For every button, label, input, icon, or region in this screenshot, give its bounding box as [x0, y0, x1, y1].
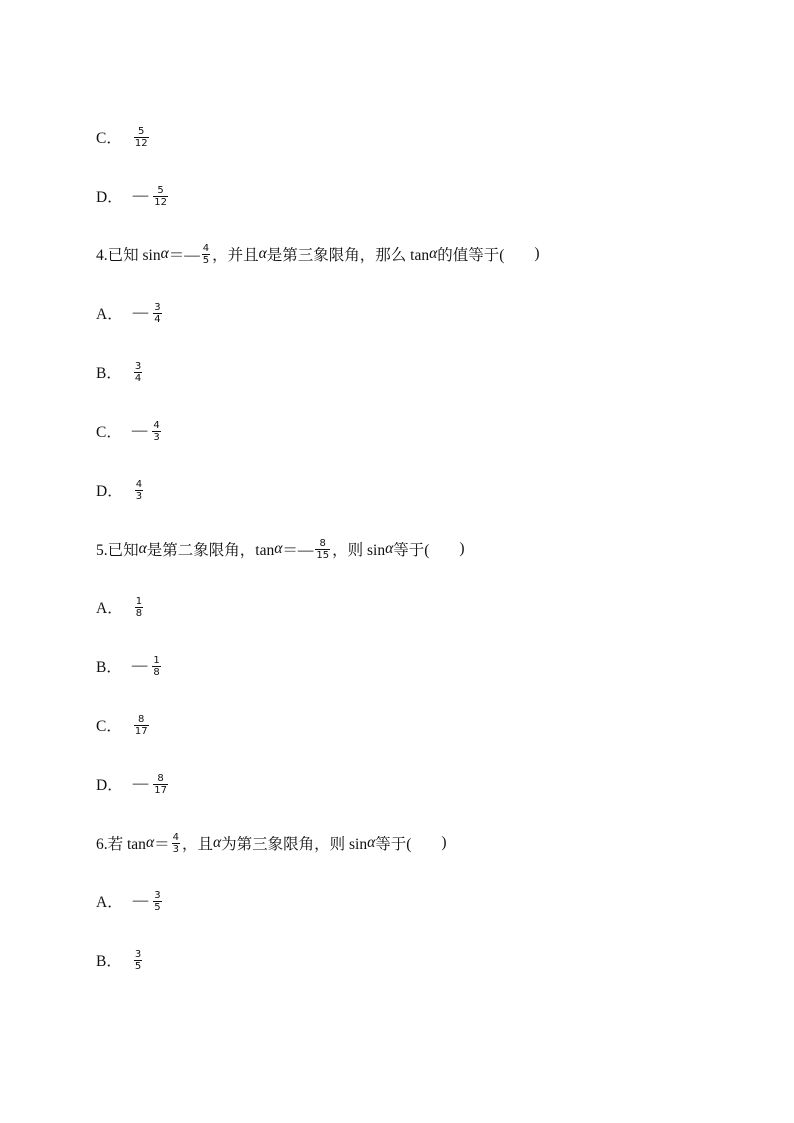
- option-5b: [96, 646, 163, 686]
- minus-sign: —: [131, 422, 148, 439]
- question-4: 4.已知 sin α ＝— $\frac{4}{5}$ ，并且 α 是第三象限角，那么 tan α 的值等于( ): [96, 242, 540, 266]
- fraction: $\frac{3}{5}$: [154, 889, 161, 913]
- fraction: $\frac{5}{12}$: [134, 125, 148, 149]
- option-6b: [96, 940, 144, 980]
- option-4d: [96, 470, 145, 510]
- minus-sign: —: [132, 892, 149, 909]
- option-5c: [96, 705, 151, 745]
- option-6a: [96, 881, 164, 921]
- option-label: B．: [96, 953, 122, 970]
- fraction: $\frac{4}{3}$: [153, 419, 160, 443]
- option-label: B．: [96, 659, 122, 676]
- option-label: A．: [96, 600, 123, 617]
- minus-sign: —: [132, 304, 149, 321]
- minus-sign: —: [132, 187, 149, 204]
- option-label: C．: [96, 130, 122, 147]
- option-label: D．: [96, 483, 123, 500]
- fraction: $\frac{4}{3}$: [135, 478, 143, 502]
- option-label: C．: [96, 424, 122, 441]
- fraction: $\frac{4}{5}$: [202, 242, 210, 266]
- fraction: $\frac{3}{4}$: [154, 301, 161, 325]
- option-label: D．: [96, 777, 123, 794]
- fraction: $\frac{8}{17}$: [134, 713, 148, 737]
- fraction: $\frac{5}{12}$: [154, 184, 167, 208]
- option-5d: [96, 764, 170, 804]
- fraction: $\frac{8}{17}$: [154, 772, 167, 796]
- option-5a: [96, 587, 145, 627]
- question-5: 5.已知 α 是第二象限角，tan α ＝— $\frac{8}{15}$ ，则 sin α 等于( ): [96, 537, 465, 561]
- option-label: D．: [96, 189, 123, 206]
- fraction: $\frac{1}{8}$: [153, 654, 160, 678]
- option-label: A．: [96, 306, 123, 323]
- minus-sign: —: [132, 775, 149, 792]
- option-label: B．: [96, 365, 122, 382]
- option-3c: [96, 117, 151, 157]
- fraction: $\frac{4}{3}$: [172, 831, 179, 855]
- minus-sign: —: [131, 657, 148, 674]
- option-3d: [96, 176, 170, 216]
- option-label: C．: [96, 718, 122, 735]
- question-6: 6.若 tan α ＝ $\frac{4}{3}$ ，且 α 为第三象限角，则 sin α 等于( ): [96, 831, 447, 855]
- option-label: A．: [96, 894, 123, 911]
- option-4a: [96, 293, 164, 333]
- option-4b: [96, 352, 144, 392]
- fraction: $\frac{3}{5}$: [134, 948, 142, 972]
- fraction: $\frac{1}{8}$: [135, 595, 143, 619]
- fraction: $\frac{8}{15}$: [316, 537, 330, 561]
- option-4c: [96, 411, 163, 451]
- fraction: $\frac{3}{4}$: [134, 360, 142, 384]
